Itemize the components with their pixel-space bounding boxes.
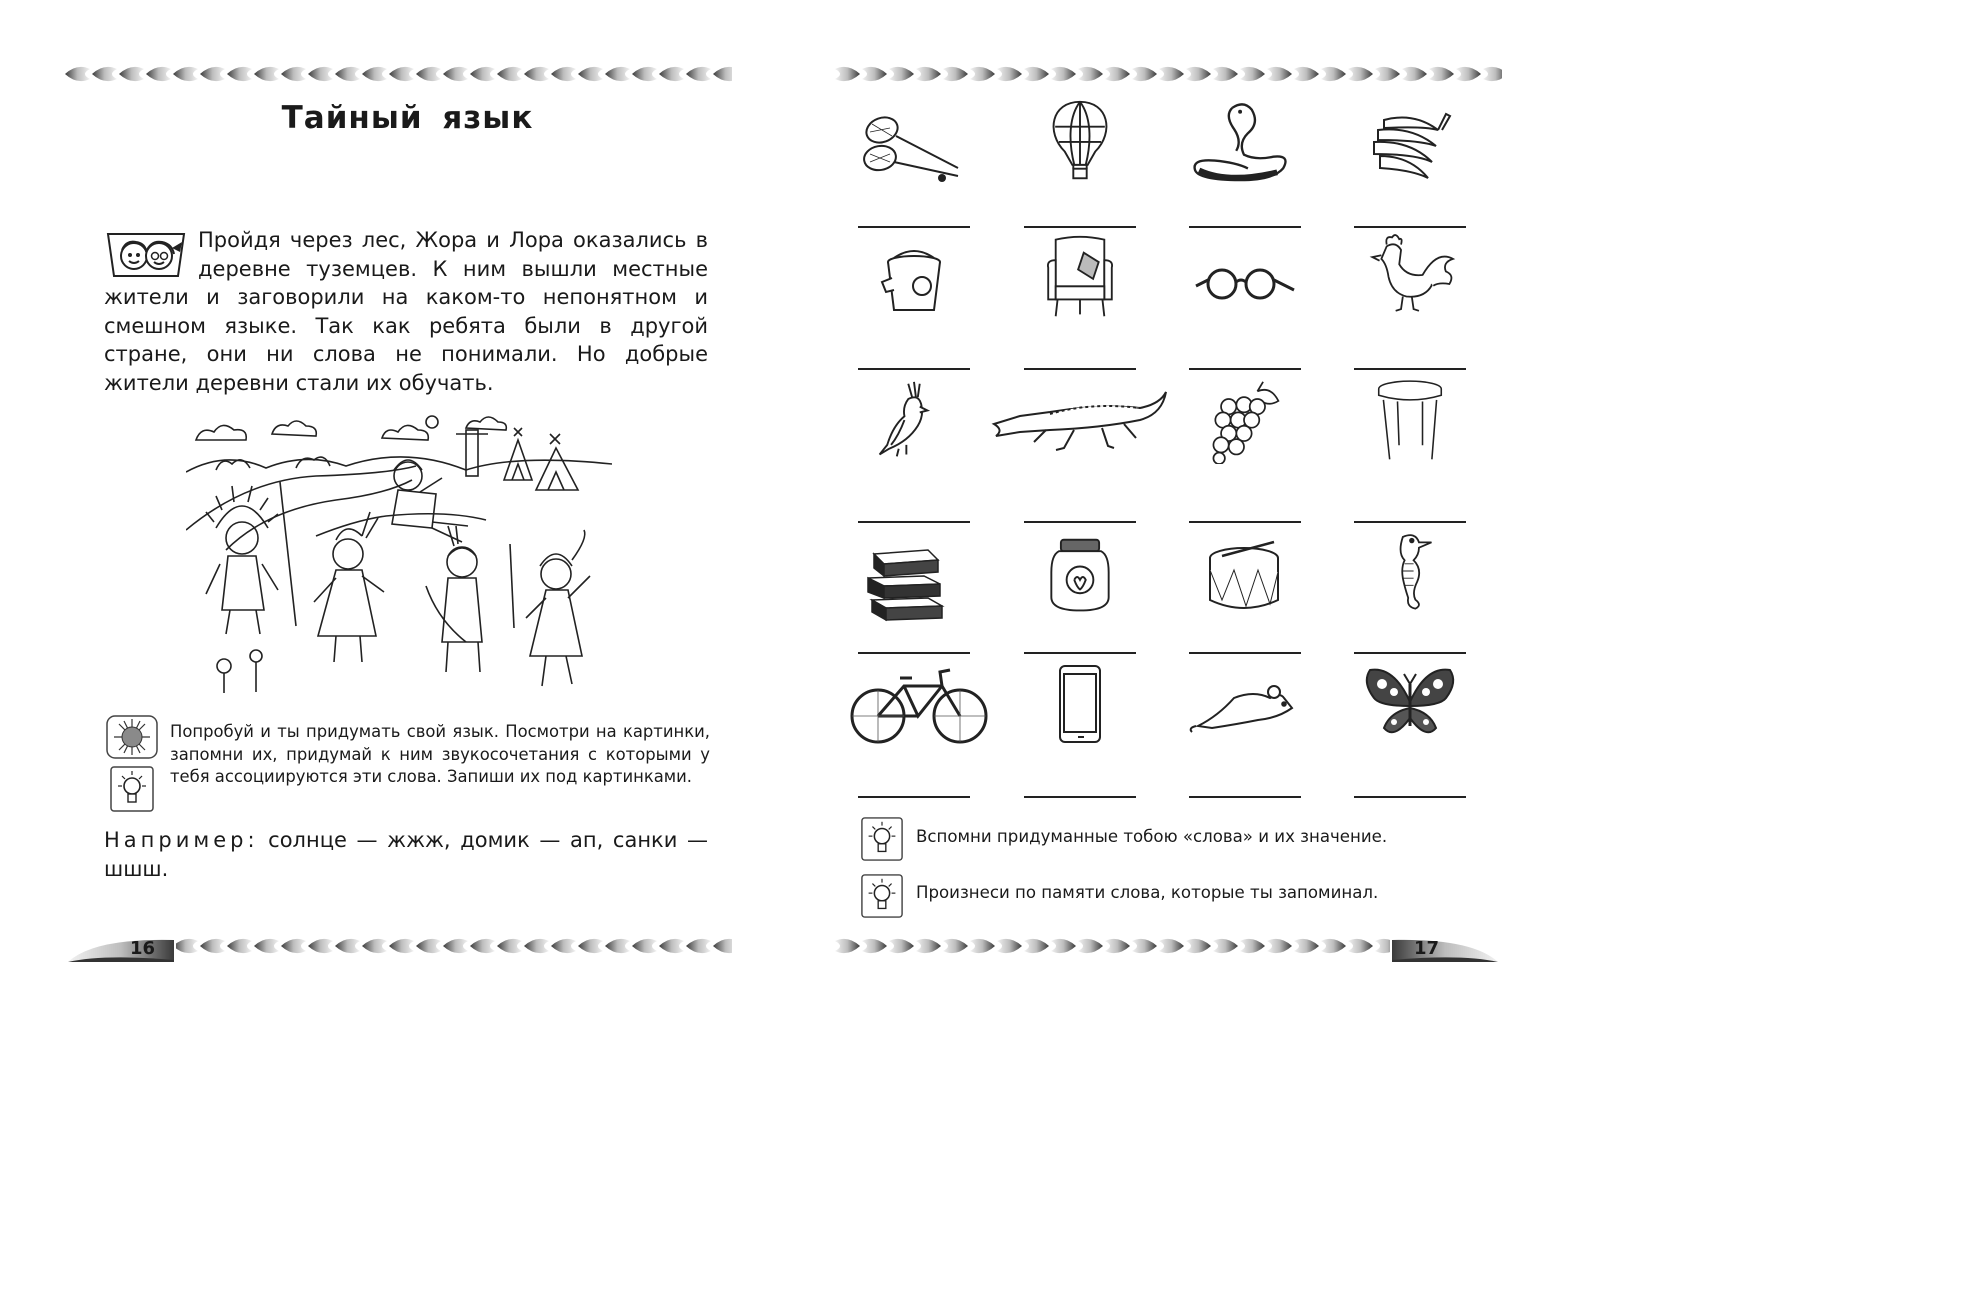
answer-line[interactable] — [858, 796, 970, 798]
stool-icon — [1354, 378, 1466, 464]
answer-line[interactable] — [1024, 521, 1136, 523]
sun-icon — [106, 715, 158, 759]
lightbulb-icon — [110, 766, 154, 812]
story-paragraph: Пройдя через лес, Жора и Лора оказались в деревне туземцев. К ним вышли местные жители и заговорили на каком-то непонятном и смешном языке. Так как ребята были в другой стране, они ни слова не понимали. Но добрые жители деревни стали их обучать. — [104, 228, 708, 395]
page-number-right: 17 — [1414, 938, 1440, 959]
cockatoo-icon — [858, 378, 970, 464]
drum-icon — [1188, 540, 1300, 626]
rooster-icon — [1354, 232, 1466, 318]
answer-line[interactable] — [1189, 796, 1301, 798]
seahorse-icon — [1354, 528, 1466, 614]
tip-recall-words: Вспомни придуманные тобою «слова» и их значение. — [916, 827, 1388, 846]
example-label: Например: — [104, 828, 259, 852]
answer-line[interactable] — [1189, 521, 1301, 523]
answer-line[interactable] — [1354, 521, 1466, 523]
glasses-icon — [1188, 240, 1300, 326]
bucket-icon — [858, 238, 970, 324]
answer-line[interactable] — [1024, 652, 1136, 654]
kids-icon — [104, 228, 188, 280]
armchair-icon — [1024, 234, 1136, 320]
story-text — [104, 226, 708, 397]
top-border-ornament-left — [64, 62, 732, 86]
answer-line[interactable] — [1354, 368, 1466, 370]
answer-line[interactable] — [858, 368, 970, 370]
crocodile-icon — [990, 384, 1170, 468]
badminton-rackets-icon — [858, 106, 970, 192]
bottom-border-ornament-left — [64, 934, 732, 964]
answer-line[interactable] — [1024, 226, 1136, 228]
answer-line[interactable] — [1189, 226, 1301, 228]
page-title: Тайный язык — [281, 100, 534, 136]
village-illustration — [186, 410, 612, 700]
answer-line[interactable] — [858, 521, 970, 523]
example-text — [104, 826, 708, 883]
butterfly-icon — [1354, 662, 1466, 748]
bicycle-icon — [848, 664, 988, 748]
mouse-icon — [1188, 668, 1300, 754]
tip-say-words: Произнеси по памяти слова, которые ты запоминал. — [916, 883, 1379, 902]
answer-line[interactable] — [858, 226, 970, 228]
grapes-icon — [1188, 378, 1300, 464]
answer-line[interactable] — [1354, 652, 1466, 654]
top-border-ornament-right — [834, 62, 1502, 86]
cobra-icon — [1188, 100, 1300, 186]
bottom-border-ornament-right — [834, 934, 1502, 964]
answer-line[interactable] — [1024, 368, 1136, 370]
answer-line[interactable] — [1189, 652, 1301, 654]
smartphone-icon — [1024, 662, 1136, 748]
task-instructions: Попробуй и ты придумать свой язык. Посмотри на картинки, запомни их, придумай к ним звукосочетания с которыми у тебя ассоциируются эти слова. Запиши их под картинками. — [170, 722, 710, 787]
hot-air-balloon-icon — [1024, 98, 1136, 184]
jam-jar-icon — [1024, 534, 1136, 620]
books-icon — [858, 540, 970, 626]
example-words: солнце — жжж, домик — ап, санки — шшш. — [104, 828, 708, 881]
answer-line[interactable] — [858, 652, 970, 654]
bananas-icon — [1354, 100, 1466, 186]
answer-line[interactable] — [1354, 796, 1466, 798]
answer-line[interactable] — [1189, 368, 1301, 370]
lightbulb-icon — [860, 817, 904, 861]
page-number-left: 16 — [130, 938, 156, 959]
lightbulb-icon — [860, 874, 904, 918]
answer-line[interactable] — [1024, 796, 1136, 798]
answer-line[interactable] — [1354, 226, 1466, 228]
